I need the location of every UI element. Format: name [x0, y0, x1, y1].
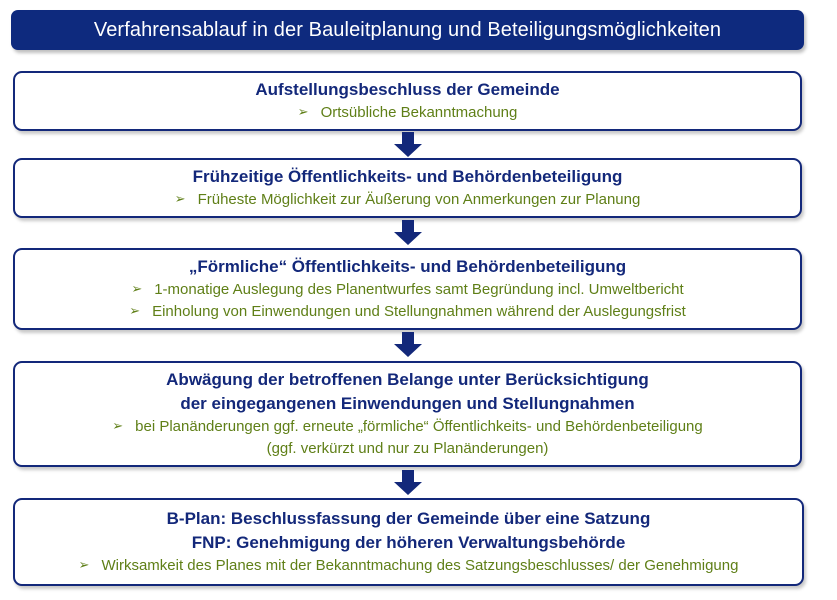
step-bullet-text: Einholung von Einwendungen und Stellungnahmen während der Auslegungsfrist — [152, 303, 686, 320]
arrowhead-bullet-icon: ➢ — [297, 104, 309, 119]
down-arrow-icon — [393, 132, 423, 157]
step-note: (ggf. verkürzt und nur zu Planänderungen) — [266, 440, 549, 457]
step-bullet-item — [79, 555, 739, 577]
arrowhead-bullet-icon: ➢ — [129, 303, 141, 318]
step-bullet-text: Ortsübliche Bekanntmachung — [320, 104, 518, 121]
arrowhead-bullet-icon: ➢ — [112, 418, 124, 433]
step-title: der eingegangenen Einwendungen und Stellungnahmen — [180, 394, 635, 413]
step-bullet-item — [131, 279, 683, 301]
step-bullet-text: bei Planänderungen ggf. erneute „förmliche“ Öffentlichkeits- und Behördenbeteiligung — [135, 418, 703, 435]
step-box-abwaegung — [13, 361, 802, 467]
step-title: Frühzeitige Öffentlichkeits- und Behördenbeteiligung — [192, 167, 623, 186]
step-bullet-item — [298, 102, 518, 124]
step-title: Abwägung der betroffenen Belange unter Berücksichtigung — [166, 370, 649, 389]
step-bullet-item — [129, 301, 686, 323]
step-bullet-item — [175, 189, 641, 211]
step-title: „Förmliche“ Öffentlichkeits- und Behördenbeteiligung — [188, 257, 627, 276]
step-title: B-Plan: Beschlussfassung der Gemeinde über eine Satzung — [166, 509, 651, 528]
step-title: Aufstellungsbeschluss der Gemeinde — [255, 80, 560, 99]
arrowhead-bullet-icon: ➢ — [78, 557, 90, 572]
step-box-aufstellungsbeschluss — [13, 71, 802, 131]
step-box-foermliche-beteiligung — [13, 248, 802, 330]
step-box-fruehzeitige-beteiligung — [13, 158, 802, 218]
step-bullet-text: 1-monatige Auslegung des Planentwurfes samt Begründung incl. Umweltbericht — [154, 281, 684, 298]
down-arrow-icon — [393, 220, 423, 245]
down-arrow-icon — [393, 470, 423, 495]
step-bullet-text: Früheste Möglichkeit zur Äußerung von Anmerkungen zur Planung — [197, 191, 641, 208]
step-box-beschlussfassung — [13, 498, 804, 586]
step-bullet-item — [112, 416, 703, 438]
step-bullet-text: Wirksamkeit des Planes mit der Bekanntmachung des Satzungsbeschlusses/ der Genehmigung — [101, 557, 739, 574]
arrowhead-bullet-icon: ➢ — [174, 191, 186, 206]
down-arrow-icon — [393, 332, 423, 357]
diagram-title-bar — [11, 10, 804, 50]
step-title: FNP: Genehmigung der höheren Verwaltungsbehörde — [191, 533, 626, 552]
diagram-title: Verfahrensablauf in der Bauleitplanung und Beteiligungsmöglichkeiten — [93, 18, 722, 41]
arrowhead-bullet-icon: ➢ — [131, 281, 143, 296]
